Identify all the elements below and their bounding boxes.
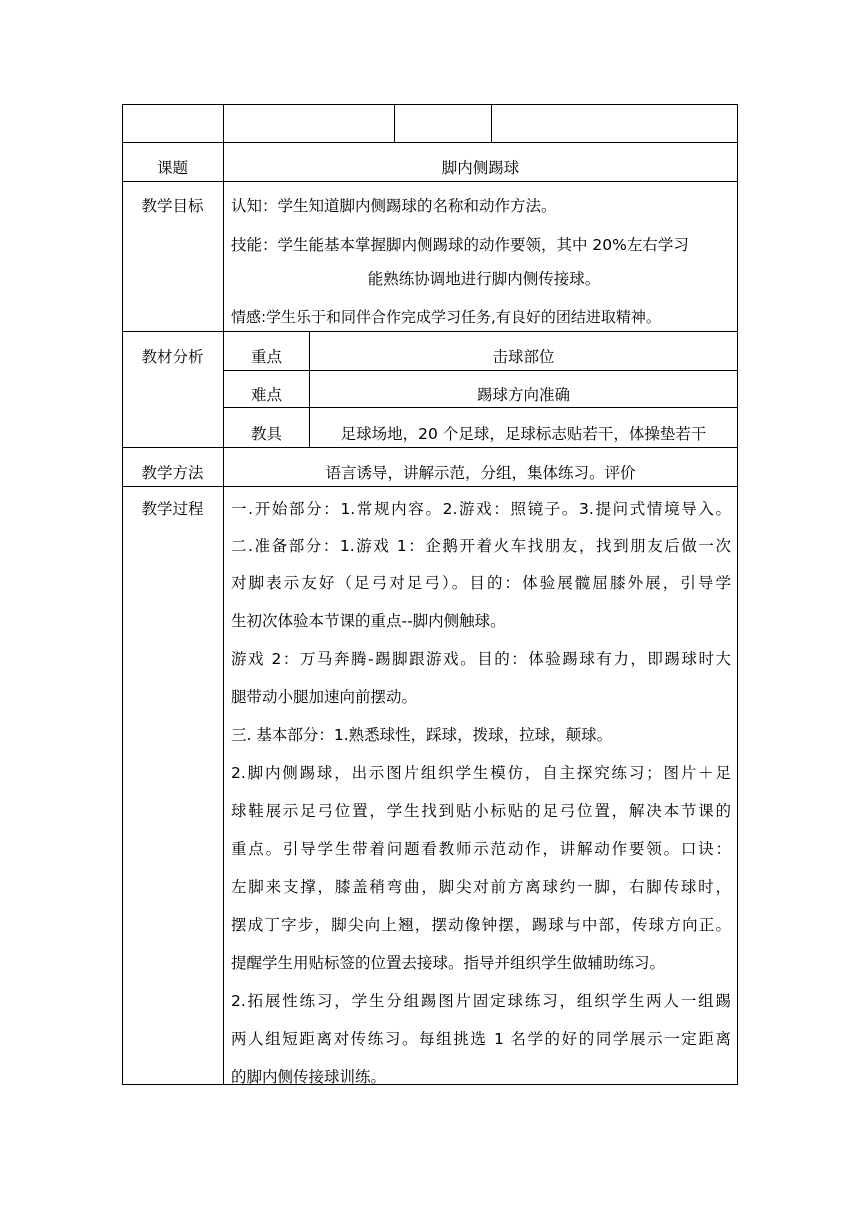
goal-label: 教学目标	[141, 197, 204, 215]
process-line: 2.脚内侧踢球，出示图片组织学生模仿，自主探究练习；图片＋足	[231, 764, 731, 782]
goal-line: 技能：学生能基本掌握脚内侧踢球的动作要领，其中 20%左右学习	[231, 236, 689, 254]
table-border-bottom	[122, 1084, 738, 1085]
key-label: 重点	[250, 348, 282, 366]
header-column-divider	[394, 104, 395, 142]
row-divider	[122, 447, 738, 448]
table-border-left	[122, 104, 123, 1085]
process-line: 的脚内侧传接球训练。	[231, 1068, 387, 1086]
process-line: 摆成丁字步，脚尖向上翘，摆动像钟摆，踢球与中部，传球方向正。	[231, 916, 731, 934]
process-line: 重点。引导学生带着问题看教师示范动作，讲解动作要领。口诀：	[231, 840, 731, 858]
tools-label: 教具	[250, 425, 282, 443]
tools-value: 足球场地，20 个足球，足球标志贴若干，体操垫若干	[340, 425, 707, 443]
row-divider	[122, 142, 738, 143]
goal-line: 能熟练协调地进行脚内侧传接球。	[367, 270, 601, 288]
method-value: 语言诱导，讲解示范，分组，集体练习。评价	[325, 464, 636, 482]
process-line: 左脚来支撑，膝盖稍弯曲，脚尖对前方离球约一脚，右脚传球时，	[231, 878, 731, 896]
topic-label: 课题	[156, 159, 188, 177]
process-line: 对脚表示友好（足弓对足弓）。目的：体验展髋屈膝外展，引导学	[231, 574, 731, 592]
header-column-divider	[491, 104, 492, 142]
difficulty-label: 难点	[250, 386, 282, 404]
table-border-top	[122, 104, 738, 105]
process-line: 2.拓展性练习，学生分组踢图片固定球练习，组织学生两人一组踢	[231, 992, 731, 1010]
label-column-divider	[223, 104, 224, 1085]
process-line: 二.准备部分：1.游戏 1：企鹅开着火车找朋友，找到朋友后做一次	[231, 537, 731, 555]
process-line: 一.开始部分：1.常规内容。2.游戏：照镜子。3.提问式情境导入。	[231, 500, 731, 518]
process-line: 球鞋展示足弓位置，学生找到贴小标贴的足弓位置，解决本节课的	[231, 802, 731, 820]
row-divider	[224, 370, 738, 371]
material-label: 教材分析	[141, 348, 204, 366]
method-label: 教学方法	[141, 464, 204, 482]
process-line: 腿带动小腿加速向前摆动。	[231, 688, 418, 706]
process-line: 提醒学生用贴标签的位置去接球。指导并组织学生做辅助练习。	[231, 954, 666, 972]
row-divider	[122, 181, 738, 182]
row-divider	[122, 331, 738, 332]
process-line: 三. 基本部分：1.熟悉球性，踩球，拨球，拉球，颠球。	[231, 726, 613, 744]
process-label: 教学过程	[141, 500, 204, 518]
table-border-right	[737, 104, 738, 1085]
goal-line: 认知：学生知道脚内侧踢球的名称和动作方法。	[231, 197, 557, 215]
topic-value: 脚内侧踢球	[441, 159, 520, 177]
goal-line: 情感:学生乐于和同伴合作完成学习任务,有良好的团结进取精神。	[231, 308, 661, 326]
process-line: 两人组短距离对传练习。每组挑选 1 名学的好的同学展示一定距离	[231, 1030, 731, 1048]
difficulty-value: 踢球方向准确	[476, 386, 570, 404]
row-divider	[224, 407, 738, 408]
process-line: 游戏 2：万马奔腾-踢脚跟游戏。目的：体验踢球有力，即踢球时大	[231, 650, 731, 668]
key-value: 击球部位	[492, 348, 555, 366]
row-divider	[122, 486, 738, 487]
process-line: 生初次体验本节课的重点--脚内侧触球。	[231, 612, 506, 630]
